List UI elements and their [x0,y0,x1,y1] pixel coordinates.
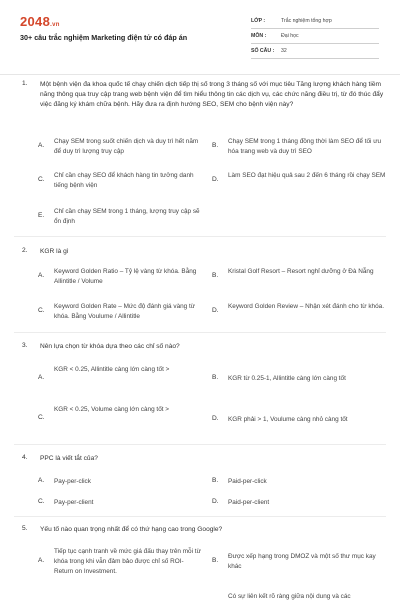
option-letter: A. [38,557,45,564]
option-text: Keyword Golden Rate – Mức độ đánh giá vàng từ khóa. Bằng Voulume / Allintitle [54,303,196,320]
document-title: 30+ câu trắc nghiệm Marketing điện tử có đáp án [20,33,188,42]
option-text: Được xếp hạng trong DMOZ và một số thư mục kay khác [228,553,376,570]
option-letter: A. [38,142,45,149]
option-letter: B. [212,142,219,149]
meta-class-label: LỚP : [251,18,266,24]
meta-subject-value: Đại học [281,33,299,39]
option-letter: D. [212,176,219,183]
option-text: Tiếp tục cạnh tranh về mức giá đấu thay trên mỗi từ khóa trong khi vẫn đảm bảo được chỉ số ROI- Return on Investment. [54,548,201,575]
option-text: Chạy SEM trong 1 tháng đồng thời làm SEO để tối ưu hóa trang web và duy trì SEO [228,138,382,155]
meta-subject-label: MÔN : [251,33,267,39]
document-meta [251,14,379,59]
option-letter: B. [212,557,219,564]
question-number: 1. [22,80,28,87]
option-letter: B. [212,477,219,484]
question-text: Yếu tố nào quan trọng nhất để có thứ hạng cao trong Google? [40,526,223,533]
option-text: Chỉ cần chạy SEM trong 1 tháng, lượng truy cập sẽ ổn định [54,208,200,225]
option-text: KGR phải > 1, Voulume càng nhỏ càng tốt [228,416,348,423]
meta-count-value: 32 [281,48,287,54]
header-divider [0,74,400,75]
question-divider [14,236,386,237]
option-letter: D. [212,498,219,505]
question-number: 3. [22,342,28,349]
meta-subject-row [251,29,379,44]
option-letter: A. [38,477,45,484]
option-letter: C. [38,176,45,183]
option-text: Pay-per-client [54,499,94,506]
option-letter: C. [38,307,45,314]
site-logo[interactable]: 2048.vn [20,14,60,29]
option-letter: A. [38,272,45,279]
question-text: PPC là viết tắt của? [40,455,98,462]
document-header [0,0,400,74]
question-divider [14,516,386,517]
option-text: KGR < 0.25, Allintitle càng lớn càng tốt > [54,366,170,373]
option-text: KGR < 0.25, Volume càng lớn càng tốt > [54,406,170,413]
option-letter: B. [212,374,219,381]
option-text: Có sự liên kết rõ ràng giữa nội dung và các [228,593,351,600]
question-divider [14,444,386,445]
question-divider [14,332,386,333]
option-letter: C. [38,498,45,505]
option-text: Chạy SEM trong suốt chiến dịch và duy trì hết năm để duy trì lượng truy cập [54,138,199,155]
question-number: 4. [22,454,28,461]
option-text: Keyword Golden Review – Nhận xét đánh cho từ khóa. [228,303,384,310]
meta-count-row [251,44,379,59]
option-text: Paid-per-click [228,478,267,485]
option-letter: A. [38,374,45,381]
option-text: Chỉ cần chạy SEO để khách hàng tin tưởng danh tiếng bệnh viện [54,172,194,189]
option-letter: D. [212,415,219,422]
option-text: Pay-per-click [54,478,91,485]
option-text: Paid-per-client [228,499,270,506]
option-text: KGR từ 0.25-1, Allintitle càng lớn càng tốt [228,375,346,382]
question-text: Nên lựa chọn từ khóa dựa theo các chỉ số nào? [40,343,180,350]
question-number: 5. [22,525,28,532]
option-text: Kristal Golf Resort – Resort nghỉ dưỡng ở Đà Nẵng [228,268,374,275]
question-number: 2. [22,247,28,254]
meta-count-label: SỐ CÂU : [251,48,275,54]
option-letter: C. [38,414,45,421]
option-letter: B. [212,272,219,279]
meta-class-value: Trắc nghiệm tổng hợp [281,18,332,24]
question-text: Một bệnh viện đa khoa quốc tế chạy chiến dịch tiếp thị số trong 3 tháng số với mục tiêu Tăng lượng khách hàng tiềm năng thông qua truy cập trang web bệnh viện để tìm hiểu thông tin các dịch vụ, các chức năng điều trị, từ đó thúc đẩy việc đăng ký khám chữa bệnh. Hãy đưa ra định hướng SEO, SEM cho bệnh viện này? [40,81,384,108]
option-letter: E. [38,212,45,219]
question-text: KGR là gì [40,248,69,255]
option-text: Làm SEO đạt hiệu quả sau 2 đến 6 tháng rồi chạy SEM [228,172,386,179]
meta-class-row [251,14,379,29]
option-text: Keyword Golden Ratio – Tỷ lệ vàng từ khóa. Bằng Allintitle / Volume [54,268,197,285]
option-letter: D. [212,307,219,314]
